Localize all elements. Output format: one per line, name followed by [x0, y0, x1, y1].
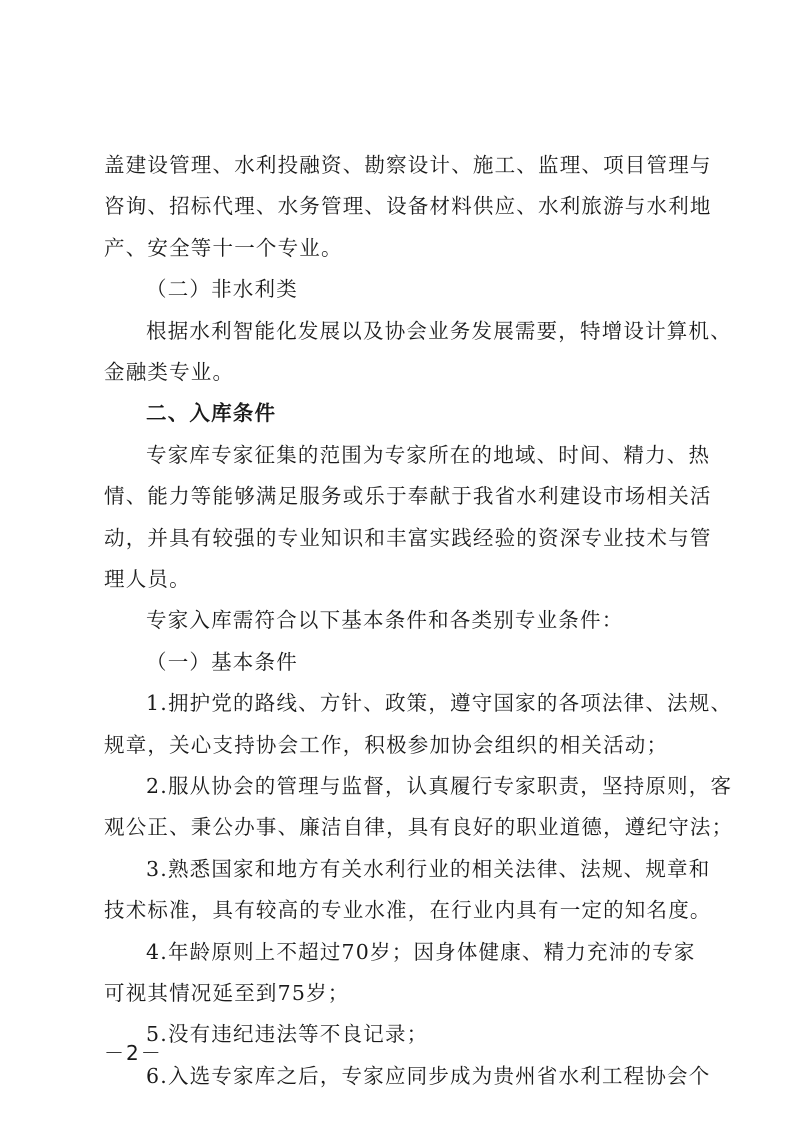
list-item: 5.没有违纪违法等不良记录； [146, 1022, 429, 1047]
list-item: 2.服从协会的管理与监督，认真履行专家职责，坚持原则，客 [146, 774, 733, 798]
paragraph-line: 盖建设管理、水利投融资、勘察设计、施工、监理、项目管理与 [104, 153, 712, 177]
paragraph-line: 金融类专业。 [104, 360, 235, 384]
list-item: 3.熟悉国家和地方有关水利行业的相关法律、法规、规章和 [146, 856, 711, 881]
list-item: 6.入选专家库之后，专家应同步成为贵州省水利工程协会个 [146, 1063, 711, 1088]
list-item-continuation: 观公正、秉公办事、廉洁自律，具有良好的职业道德，遵纪守法； [104, 815, 734, 840]
paragraph-line: 咨询、招标代理、水务管理、设备材料供应、水利旅游与水利地 [104, 194, 712, 219]
paragraph-line: 专家库专家征集的范围为专家所在的地域、时间、精力、热 [146, 442, 711, 467]
paragraph-line: 动，并具有较强的专业知识和丰富实践经验的资深专业技术与管 [104, 525, 712, 550]
list-item-continuation: 可视其情况延至到75岁； [104, 981, 350, 1005]
list-item-continuation: 技术标准，具有较高的专业水准，在行业内具有一定的知名度。 [104, 898, 712, 923]
subheading: （二）非水利类 [146, 277, 298, 302]
list-item-continuation: 规章，关心支持协会工作，积极参加协会组织的相关活动； [104, 732, 669, 757]
list-item: 4.年龄原则上不超过70岁；因身体健康、精力充沛的专家 [146, 939, 696, 964]
paragraph-line: 情、能力等能够满足服务或乐于奉献于我省水利建设市场相关活 [104, 484, 712, 509]
section-heading: 二、入库条件 [146, 401, 277, 426]
paragraph-line: 专家入库需符合以下基本条件和各类别专业条件： [146, 608, 624, 633]
paragraph-line: 理人员。 [104, 567, 191, 591]
subheading: （一）基本条件 [146, 649, 298, 674]
paragraph-line: 产、安全等十一个专业。 [104, 235, 343, 260]
page-number: －2－ [104, 1041, 163, 1065]
paragraph-line: 根据水利智能化发展以及协会业务发展需要，特增设计算机、 [146, 318, 732, 343]
list-item: 1.拥护党的路线、方针、政策，遵守国家的各项法律、法规、 [146, 691, 733, 716]
